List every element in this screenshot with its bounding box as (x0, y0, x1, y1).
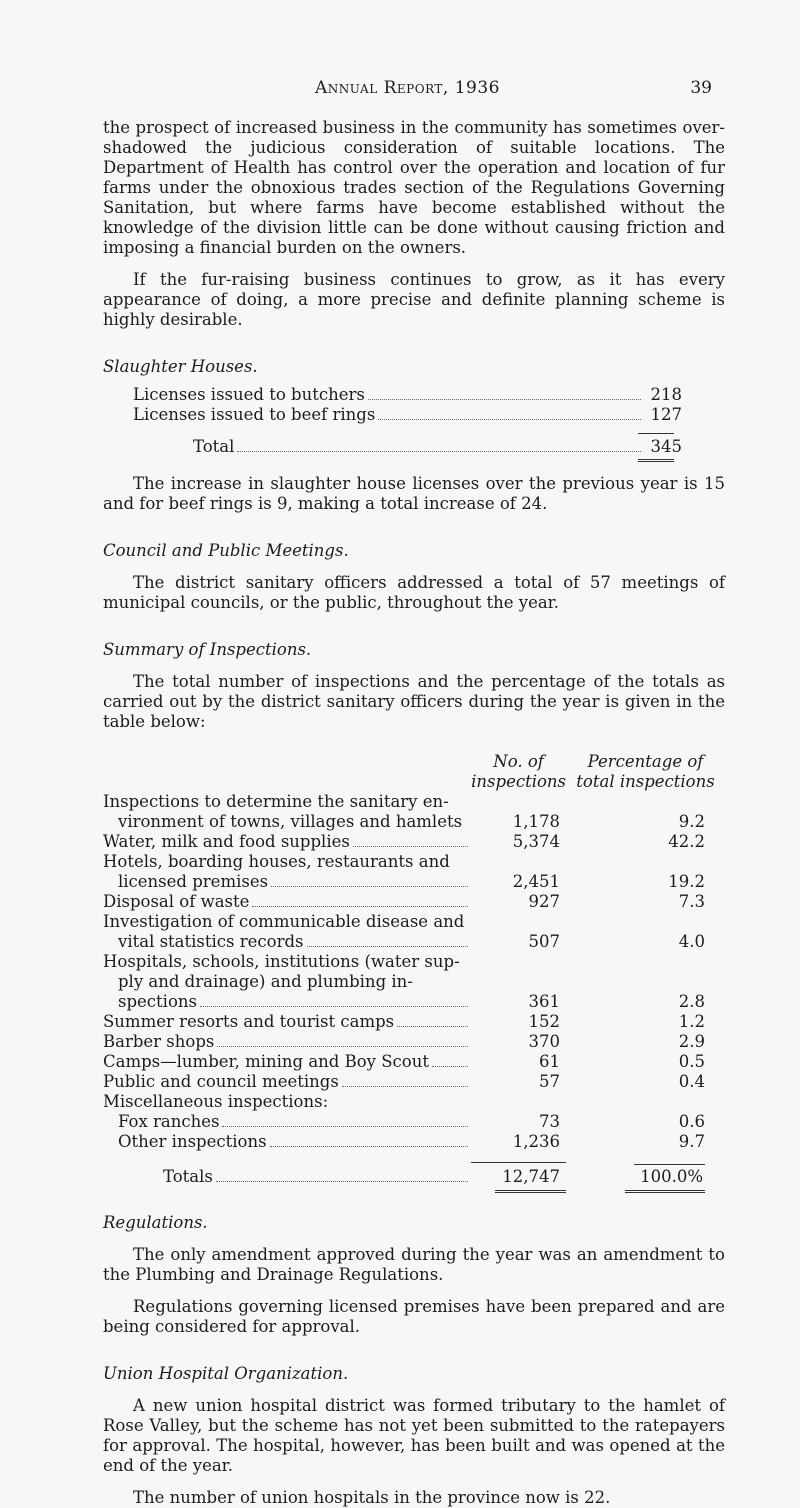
table-row: Public and council meetings 57 0.4 (103, 1072, 705, 1091)
table-row: Hospitals, schools, institutions (water sup- ply and drainage) and plumbing in- spections 361 2.8 (103, 952, 705, 1011)
heading-council-meetings: Council and Public Meetings. (103, 541, 349, 560)
heading-slaughter-houses: Slaughter Houses. (103, 357, 258, 376)
pct-double-rule (625, 1190, 705, 1193)
paragraph-union-2: The number of union hospitals in the province now is 22. (133, 1488, 611, 1507)
paragraph-fur-farms: the prospect of increased business in the community has sometimes over-shadowed the judicious consideration of suitable locations. The Department of Health has control over the operation and location of fur farms under the obnoxious trades section of the Regulations Governing Sanitation, but where farms have become established without the knowledge of the division little can be done without causing friction and imposing a financial burden on the owners. (103, 118, 725, 257)
col-header-percentage: Percentage of total inspections (576, 752, 715, 791)
slaughter-total-row: Total 345 (193, 437, 682, 456)
table-row: Hotels, boarding houses, restaurants and licensed premises 2,451 19.2 (103, 852, 705, 891)
paragraph-regulations-1: The only amendment approved during the year was an amendment to the Plumbing and Drainage Regulations. (103, 1245, 725, 1284)
table-totals-row: Totals 12,747 100.0% (103, 1162, 725, 1187)
paragraph-regulations-2: Regulations governing licensed premises have been prepared and are being considered for approval. (103, 1297, 725, 1336)
heading-union-hospital: Union Hospital Organization. (103, 1364, 349, 1383)
table-header-row (103, 752, 725, 792)
table-row-misc-heading: Miscellaneous inspections: (103, 1092, 329, 1111)
table-row: Other inspections 1,236 9.7 (118, 1132, 705, 1151)
total-double-rule (638, 459, 674, 462)
table-row: Investigation of communicable disease and vital statistics records 507 4.0 (103, 912, 705, 951)
slaughter-row-butchers: Licenses issued to butchers 218 (133, 385, 682, 404)
paragraph-council: The district sanitary officers addressed a total of 57 meetings of municipal councils, or the public, throughout the year. (103, 573, 725, 612)
body-text (103, 118, 725, 1508)
table-row: Disposal of waste 927 7.3 (103, 892, 705, 911)
page-number: 39 (690, 78, 712, 98)
paragraph-slaughter-increase: The increase in slaughter house licenses over the previous year is 15 and for beef rings is 9, making a total increase of 24. (103, 474, 725, 513)
paragraph-planning: If the fur-raising business continues to grow, as it has every appearance of doing, a more precise and definite planning scheme is highly desirable. (103, 270, 725, 329)
table-row: Inspections to determine the sanitary en- vironment of towns, villages and hamlets 1,178 9.2 (103, 792, 705, 831)
paragraph-summary: The total number of inspections and the percentage of the totals as carried out by the district sanitary officers during the year is given in the table below: (103, 672, 725, 731)
table-row: Camps—lumber, mining and Boy Scout 61 0.5 (103, 1052, 705, 1071)
paragraph-union-1: A new union hospital district was formed tributary to the hamlet of Rose Valley, but the scheme has not yet been submitted to the ratepayers for approval. The hospital, however, has been built and was opened at the end of the year. (103, 1396, 725, 1475)
table-row: Barber shops 370 2.9 (103, 1032, 705, 1051)
totals-percentage: 100.0% (566, 1162, 725, 1187)
heading-summary-inspections: Summary of Inspections. (103, 640, 312, 659)
slaughter-row-beef-rings: Licenses issued to beef rings 127 (133, 405, 682, 424)
header-title: Annual Report, 1936 (315, 78, 500, 98)
heading-regulations: Regulations. (103, 1213, 208, 1232)
table-row: Water, milk and food supplies 5,374 42.2 (103, 832, 705, 851)
slaughter-list (133, 385, 682, 462)
totals-double-rule (495, 1190, 566, 1193)
inspections-table (103, 752, 725, 1193)
totals-inspections: 12,747 (471, 1162, 566, 1187)
col-header-inspections: No. of inspections (471, 752, 567, 791)
subtotal-rule (638, 433, 674, 434)
table-row: Fox ranches 73 0.6 (118, 1112, 705, 1131)
table-row: Summer resorts and tourist camps 152 1.2 (103, 1012, 705, 1031)
